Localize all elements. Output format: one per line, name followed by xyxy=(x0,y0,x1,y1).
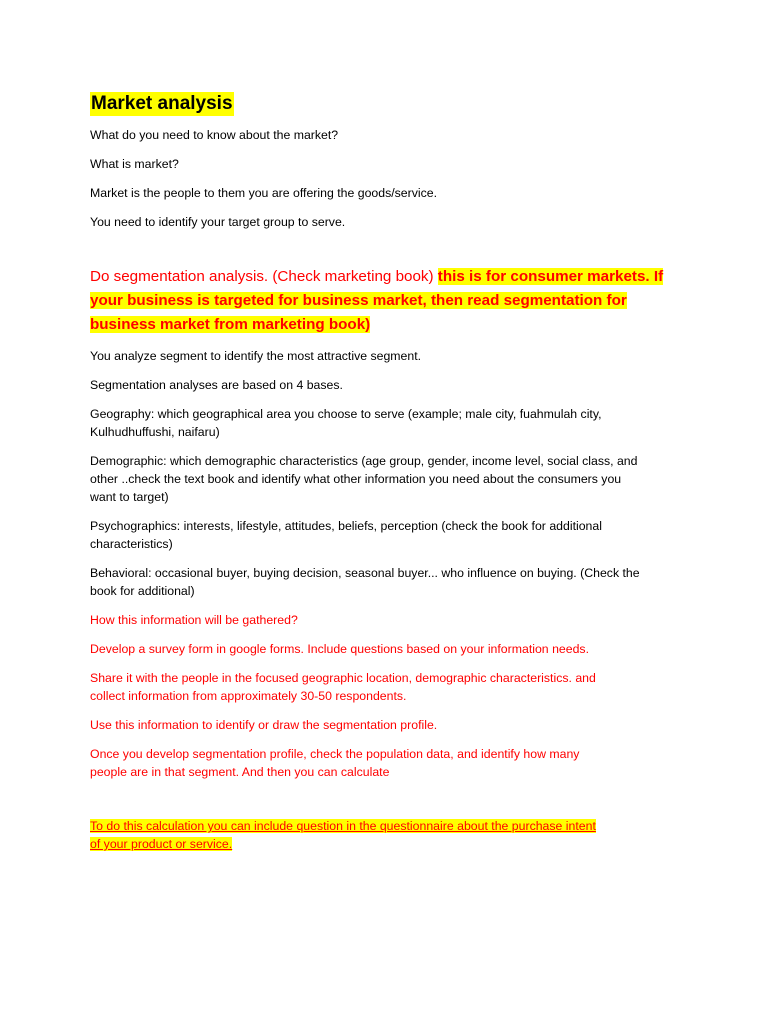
once-line-1: Once you develop segmentation profile, check the population data, and identify how many xyxy=(90,747,580,761)
body-line-1: You analyze segment to identify the most attractive segment. xyxy=(90,349,422,363)
share-line-1: Share it with the people in the focused geographic location, demographic characteristics. and xyxy=(90,671,596,685)
geography-paragraph xyxy=(90,405,690,441)
final-paragraph xyxy=(90,817,690,853)
intro-line-2: What is market? xyxy=(90,157,179,171)
once-line-2: people are in that segment. And then you can calculate xyxy=(90,765,390,779)
intro-line-3: Market is the people to them you are offering the goods/service. xyxy=(90,186,438,200)
intro-line-1: What do you need to know about the market? xyxy=(90,128,339,142)
page-title: Market analysis xyxy=(91,93,233,114)
body-line-2: Segmentation analyses are based on 4 bases. xyxy=(90,378,343,392)
demographic-line-2: other ..check the text book and identify what other information you need about the consumers you xyxy=(90,472,622,486)
psychographics-line-1: Psychographics: interests, lifestyle, attitudes, beliefs, perception (check the book for additional xyxy=(90,519,602,533)
behavioral-paragraph xyxy=(90,564,690,600)
final-line-2: of your product or service. xyxy=(90,837,233,851)
survey-instruction: Develop a survey form in google forms. Include questions based on your information needs. xyxy=(90,642,589,656)
psychographics-line-2: characteristics) xyxy=(90,537,173,551)
segmentation-lead: Do segmentation analysis. (Check marketing book) xyxy=(90,268,438,285)
use-instruction: Use this information to identify or draw the segmentation profile. xyxy=(90,718,438,732)
final-line-1: To do this calculation you can include question in the questionnaire about the purchase intent xyxy=(90,819,596,833)
once-paragraph xyxy=(90,745,690,781)
geography-line-2: Kulhudhuffushi, naifaru) xyxy=(90,425,220,439)
segmentation-paragraph xyxy=(90,265,690,337)
behavioral-line-2: book for additional) xyxy=(90,584,195,598)
share-paragraph xyxy=(90,669,690,705)
document-page xyxy=(90,92,690,853)
behavioral-line-1: Behavioral: occasional buyer, buying decision, seasonal buyer... who influence on buying. (Check the xyxy=(90,566,640,580)
demographic-line-1: Demographic: which demographic characteristics (age group, gender, income level, social class, and xyxy=(90,454,638,468)
segmentation-highlight-1: this is for consumer markets. If xyxy=(437,268,664,285)
geography-line-1: Geography: which geographical area you choose to serve (example; male city, fuahmulah city, xyxy=(90,407,602,421)
demographic-paragraph xyxy=(90,452,690,506)
demographic-line-3: want to target) xyxy=(90,490,169,504)
segmentation-highlight-2: your business is targeted for business market, then read segmentation for xyxy=(90,292,627,309)
segmentation-highlight-3: business market from marketing book) xyxy=(90,316,371,333)
psychographics-paragraph xyxy=(90,517,690,553)
intro-line-4: You need to identify your target group to serve. xyxy=(90,215,346,229)
share-line-2: collect information from approximately 30-50 respondents. xyxy=(90,689,407,703)
gather-question: How this information will be gathered? xyxy=(90,613,298,627)
